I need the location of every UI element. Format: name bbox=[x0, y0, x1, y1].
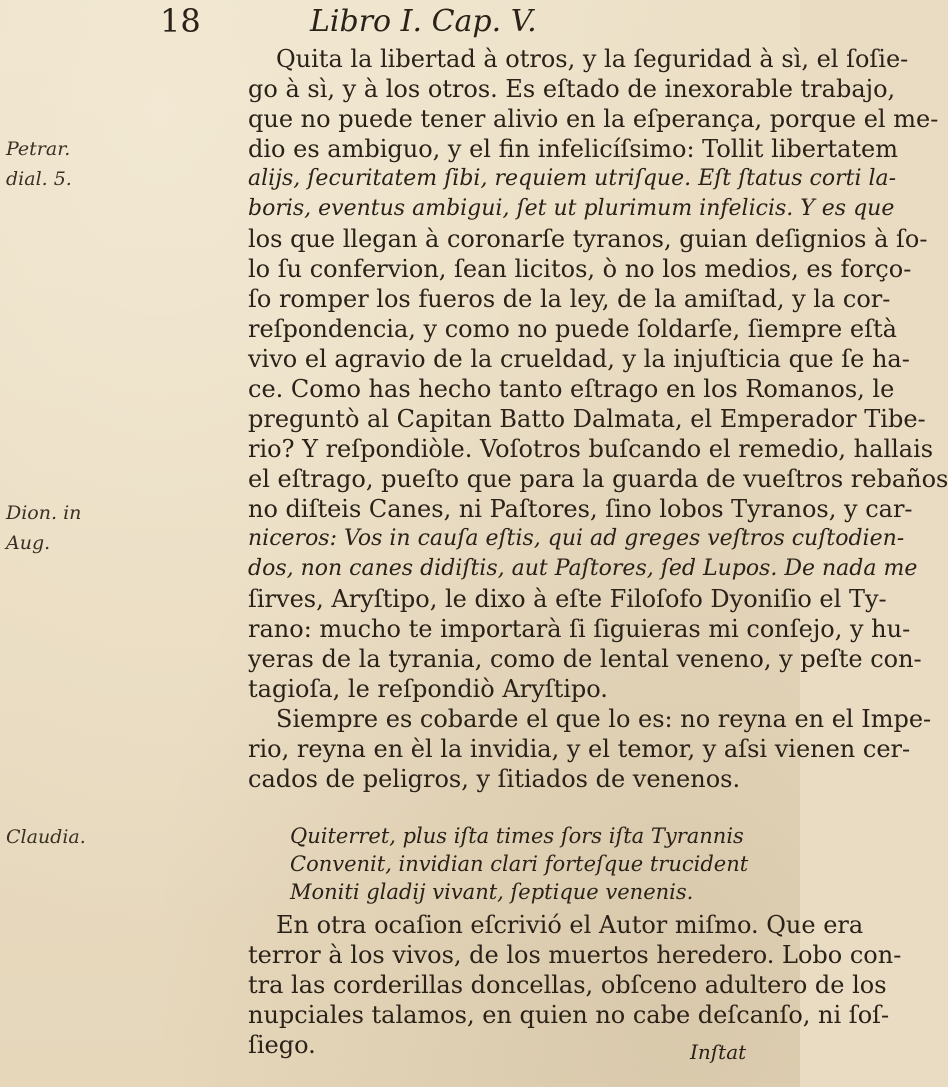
text-line: alijs, ſecuritatem ſibi, requiem utriſque. Eſt ſtatus corti la- bbox=[248, 166, 897, 191]
text-line: rio, reyna en èl la invidia, y el temor, y aſsi vienen cer- bbox=[248, 735, 911, 763]
main-text-continued bbox=[248, 910, 902, 1060]
text-line: niceros: Vos in cauſa eſtis, qui ad greges veſtros cuſtodien- bbox=[248, 526, 905, 551]
margin-note-aug: Aug. bbox=[6, 532, 51, 554]
margin-note-dion: Dion. in bbox=[6, 502, 82, 524]
text-line: reſpondencia, y como no puede ſoldarſe, ſiempre eſtà bbox=[248, 315, 897, 343]
text-line: tra las corderillas doncellas, obſceno adultero de los bbox=[248, 971, 887, 999]
text-line: ſirves, Aryſtipo, le dixo à eſte Filoſofo Dyoniſio el Ty- bbox=[248, 585, 887, 613]
text-line: rio? Y reſpondiòle. Voſotros buſcando el remedio, hallais bbox=[248, 435, 934, 463]
text-line: no diſteis Canes, ni Paſtores, ſino lobos Tyranos, y car- bbox=[248, 495, 913, 523]
text-line: tagioſa, le reſpondiò Aryſtipo. bbox=[248, 675, 608, 703]
text-line: que no puede tener alivio en la eſperança, porque el me- bbox=[248, 105, 939, 133]
text-line: lo ſu confervion, ſean licitos, ò no los medios, es forço- bbox=[248, 255, 912, 283]
catchword: Inſtat bbox=[690, 1040, 747, 1064]
latin-verse bbox=[290, 822, 790, 906]
text-line: rano: mucho te importarà ſi ſiguieras mi conſejo, y hu- bbox=[248, 615, 911, 643]
running-head: Libro I. Cap. V. bbox=[310, 4, 537, 39]
text-line: ce. Como has hecho tanto eſtrago en los Romanos, le bbox=[248, 375, 895, 403]
text-line: Quita la libertad à otros, y la ſeguridad à sì, el ſoſie- bbox=[276, 45, 909, 73]
text-line: dos, non canes didiſtis, aut Paſtores, ſed Lupos. De nada me bbox=[248, 556, 918, 581]
text-line: ſiego. bbox=[248, 1031, 316, 1059]
text-line: vivo el agravio de la crueldad, y la injuſticia que ſe ha- bbox=[248, 345, 910, 373]
text-line: nupciales talamos, en quien no cabe deſcanſo, ni ſoſ- bbox=[248, 1001, 890, 1029]
margin-note-petrar: Petrar. bbox=[6, 138, 71, 160]
text-line: los que llegan à coronarſe tyranos, guian deſignios à ſo- bbox=[248, 225, 928, 253]
verse-line: Quiterret, plus iſta times ſors iſta Tyrannis bbox=[290, 824, 744, 848]
verse-line: Convenit, invidian clari forteſque trucident bbox=[290, 852, 749, 876]
text-line: el eſtrago, pueſto que para la guarda de vueſtros rebaños bbox=[248, 465, 948, 493]
text-line: En otra ocaſion eſcrivió el Autor miſmo. Que era bbox=[276, 911, 864, 939]
text-line: cados de peligros, y ſitiados de venenos. bbox=[248, 765, 741, 793]
text-line: boris, eventus ambigui, ſet ut plurimum infelicis. Y es que bbox=[248, 196, 895, 221]
verse-line: Moniti gladij vivant, ſeptique venenis. bbox=[290, 880, 694, 904]
text-line: Siempre es cobarde el que lo es: no reyna en el Impe- bbox=[276, 705, 932, 733]
text-line: ſo romper los fueros de la ley, de la amiſtad, y la cor- bbox=[248, 285, 891, 313]
text-line: terror à los vivos, de los muertos heredero. Lobo con- bbox=[248, 941, 902, 969]
text-line: yeras de la tyrania, como de lental veneno, y peſte con- bbox=[248, 645, 922, 673]
main-text bbox=[248, 44, 948, 794]
text-line: go à sì, y à los otros. Es eſtado de inexorable trabajo, bbox=[248, 75, 896, 103]
margin-note-dial: dial. 5. bbox=[6, 168, 72, 190]
page-number: 18 bbox=[160, 2, 201, 40]
text-line: preguntò al Capitan Batto Dalmata, el Emperador Tibe- bbox=[248, 405, 926, 433]
page-header bbox=[0, 2, 800, 42]
margin-note-claudia: Claudia. bbox=[6, 826, 86, 848]
text-line: dio es ambiguo, y el fin infelicíſsimo: Tollit libertatem bbox=[248, 135, 899, 163]
